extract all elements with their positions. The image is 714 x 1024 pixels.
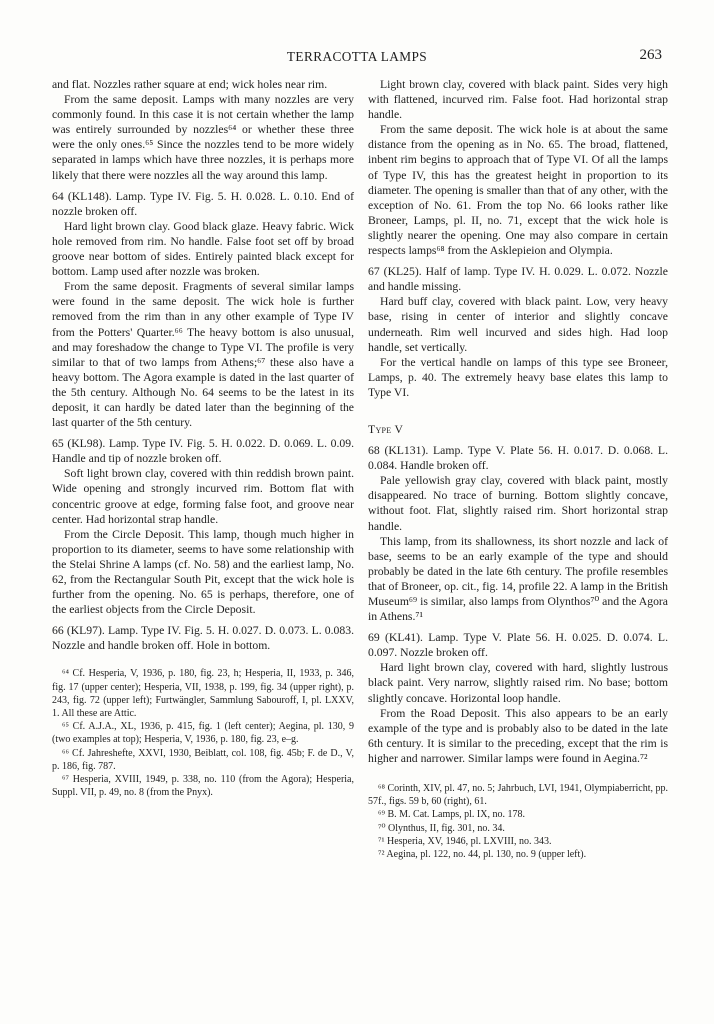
footnote-71: ⁷¹ Hesperia, XV, 1946, pl. LXVIII, no. 343. xyxy=(378,835,552,847)
catalog-entry-66-discussion: From the same deposit. The wick hole is at about the same distance from the opening as in No. 65. The broad, flattened, inbent rim begins to approach that of Type VI. Of all the lamps of Type IV, this has the greatest height in proportion to its diameter. The opening is smaller than that of any other, with the exception of No. 61. From the top No. 66 looks rather like Broneer, Lamps, pl. II, no. 71, except that the wick hole is slightly nearer the opening. One may also compare in certain respects lamps⁶⁸ from the Asklepieion and Olympia. xyxy=(368,123,668,258)
footnotes-right xyxy=(368,782,668,861)
catalog-entry-65-description: Soft light brown clay, covered with thin reddish brown paint. Wide opening and strongly incurved rim. Bottom flat with concentric groove at edge, forming false foot, and groove near center. Had horizontal strap handle. xyxy=(52,467,354,526)
left-column xyxy=(52,77,354,800)
footnotes-left xyxy=(52,667,354,799)
footnote-66: ⁶⁶ Cf. Jahreshefte, XXVI, 1930, Beiblatt, col. 108, fig. 45b; F. de D., V, p. 186, fig. 787. xyxy=(52,747,354,772)
catalog-entry-65-discussion: From the Circle Deposit. This lamp, though much higher in proportion to its diameter, seems to have some relationship with the Stelai Shrine A lamps (cf. No. 58) and the earliest lamp, No. 62, from the Rectangular South Pit, except that the wick hole is further from the opening. No. 65 is perhaps, therefore, one of the earliest objects from the Circle Deposit. xyxy=(52,527,354,617)
catalog-entry-68-description: Pale yellowish gray clay, covered with black paint, mostly disappeared. No trace of burning. Bottom slightly concave, without foot. Flat, slightly raised rim. Short horizontal strap handle. xyxy=(368,474,668,533)
paragraph: and flat. Nozzles rather square at end; wick holes near rim. xyxy=(52,78,328,91)
footnote-68: ⁶⁸ Corinth, XIV, pl. 47, no. 5; Jahrbuch, LVI, 1941, Olympiaberricht, pp. 57f., figs. 59 b, 60 (right), 61. xyxy=(368,783,668,808)
catalog-entry-68-discussion: This lamp, from its shallowness, its short nozzle and lack of base, seems to be an early example of the type and should probably be dated in the late 6th century. The profile resembles that of Broneer, op. cit., fig. 14, profile 22. A lamp in the British Museum⁶⁹ is similar, also lamps from Olynthos⁷⁰ and the Agora in Athens.⁷¹ xyxy=(368,534,668,624)
catalog-entry-69-discussion: From the Road Deposit. This also appears to be an early example of the type and is probably also to be dated in the late 6th century. It is similar to the preceding, except that the rim is higher and narrower. Similar lamps were found in Aegina.⁷² xyxy=(368,706,668,765)
page-number: 263 xyxy=(639,47,662,63)
catalog-entry-69-heading: 69 (KL41). Lamp. Type V. Plate 56. H. 0.025. D. 0.074. L. 0.097. Nozzle broken off. xyxy=(368,631,668,660)
catalog-entry-64-discussion: From the same deposit. Fragments of several similar lamps were found in the same deposit. The wick hole is further removed from the rim than in any other example of Type IV from the Potters' Quarter.⁶⁶ The heavy bottom is also unusual, and may foreshadow the change to Type VI. The profile is very similar to that of two lamps from Athens;⁶⁷ these also have a heavy bottom. The Agora example is dated in the last quarter of the 5th century. Although No. 64 seems to be the latest in its deposit, it can hardly be dated later than the beginning of the last quarter of the 5th century. xyxy=(52,280,354,430)
right-column xyxy=(368,77,668,861)
catalog-entry-66-heading: 66 (KL97). Lamp. Type IV. Fig. 5. H. 0.027. D. 0.073. L. 0.083. Nozzle and handle broken off. Hole in bottom. xyxy=(52,624,354,653)
paragraph: From the same deposit. Lamps with many nozzles are very commonly found. In this case it is not certain whether the lamp was entirely surrounded by nozzles⁶⁴ or whether these three were the only ones.⁶⁵ Since the nozzles tend to be more widely separated in lamps which have three nozzles, it is perhaps more likely that there were nozzles all the way around this lamp. xyxy=(52,93,354,182)
footnote-64: ⁶⁴ Cf. Hesperia, V, 1936, p. 180, fig. 23, h; Hesperia, II, 1933, p. 346, fig. 17 (upper center); Hesperia, VII, 1938, p. 199, fig. 34 (upper right), p. 243, fig. 72 (upper left); Furtwängler, Sammlung Sabouroff, I, pl. LXXV, 1. All these are Attic. xyxy=(52,668,354,720)
footnote-69: ⁶⁹ B. M. Cat. Lamps, pl. IX, no. 178. xyxy=(378,809,525,821)
catalog-entry-67-heading: 67 (KL25). Half of lamp. Type IV. H. 0.029. L. 0.072. Nozzle and handle missing. xyxy=(368,265,668,294)
running-head xyxy=(0,47,714,69)
footnote-67: ⁶⁷ Hesperia, XVIII, 1949, p. 338, no. 110 (from the Agora); Hesperia, Suppl. VII, p. 49, no. 8 (from the Pnyx). xyxy=(52,774,354,799)
catalog-entry-64-description: Hard light brown clay. Good black glaze. Heavy fabric. Wick hole removed from rim. No handle. False foot set off by broad groove near bottom of sides. Entirely painted black except for bottom. Lamp used after nozzle was broken. xyxy=(52,219,354,279)
catalog-entry-67-discussion: For the vertical handle on lamps of this type see Broneer, Lamps, p. 40. The extremely heavy base elates this lamp to Type VI. xyxy=(368,355,668,399)
footnote-65: ⁶⁵ Cf. A.J.A., XL, 1936, p. 415, fig. 1 (left center); Aegina, pl. 130, 9 (two examples at top); Hesperia, V, 1936, p. 180, fig. 23, e–g. xyxy=(52,721,354,746)
running-title: TERRACOTTA LAMPS xyxy=(286,49,428,64)
catalog-entry-69-description: Hard light brown clay, covered with hard, slightly lustrous black paint. Very narrow, slightly raised rim. No base; bottom slightly concave. Horizontal loop handle. xyxy=(368,661,668,705)
catalog-entry-66-description: Light brown clay, covered with black paint. Sides very high with flattened, incurved rim. False foot. Had horizontal strap handle. xyxy=(368,78,668,122)
footnote-70: ⁷⁰ Olynthus, II, fig. 301, no. 34. xyxy=(378,822,505,834)
catalog-entry-67-description: Hard buff clay, covered with black paint. Low, very heavy base, rising in center of interior and slightly concave underneath. Rim well incurved and sides high. Had loop handle, set vertically. xyxy=(368,295,668,354)
catalog-entry-64-heading: 64 (KL148). Lamp. Type IV. Fig. 5. H. 0.028. L. 0.10. End of nozzle broken off. xyxy=(52,189,354,218)
footnote-72: ⁷² Aegina, pl. 122, no. 44, pl. 130, no. 9 (upper left). xyxy=(378,849,587,861)
catalog-entry-65-heading: 65 (KL98). Lamp. Type IV. Fig. 5. H. 0.022. D. 0.069. L. 0.09. Handle and tip of nozzle broken off. xyxy=(52,437,354,466)
catalog-entry-68-heading: 68 (KL131). Lamp. Type V. Plate 56. H. 0.017. D. 0.068. L. 0.084. Handle broken off. xyxy=(368,444,668,473)
section-heading-type-v: Type V xyxy=(368,422,404,436)
